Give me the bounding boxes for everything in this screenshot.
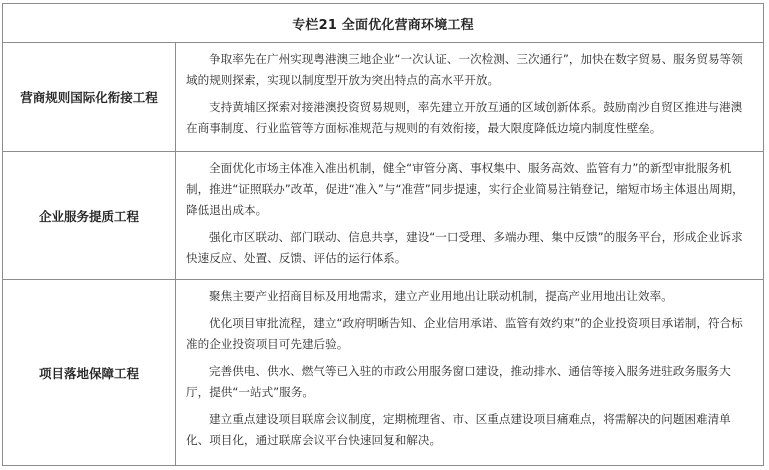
paragraph: 争取率先在广州实现粤港澳三地企业“一次认证、一次检测、三次通行”，加快在数字贸易、服务贸易等领域的规则探索，实现以制度型开放为突出特点的高水平开放。 [186,52,743,87]
table-row [3,43,763,152]
row-label: 企业服务提质工程 [3,152,176,279]
row-content [176,152,763,279]
table-row [3,152,763,280]
row-label: 营商规则国际化衔接工程 [3,43,176,151]
table-row [3,280,763,466]
paragraph: 强化市区联动、部门联动、信息共享，建设“一口受理、多端办理、集中反馈”的服务平台，形成企业诉求快速反应、处置、反馈、评估的运行体系。 [186,230,743,265]
paragraph: 优化项目审批流程，建立“政府明晰告知、企业信用承诺、监管有效约束”的企业投资项目承诺制，符合标准的企业投资项目可先建后验。 [186,316,743,351]
table-title: 专栏21 全面优化营商环境工程 [3,4,763,43]
row-content [176,280,763,466]
project-table [2,3,764,466]
paragraph: 聚焦主要产业招商目标及用地需求，建立产业用地出让联动机制，提高产业用地出让效率。 [209,289,673,303]
paragraph: 支持黄埔区探索对接港澳投资贸易规则，率先建立开放互通的区域创新体系。鼓励南沙自贸区推进与港澳在商事制度、行业监管等方面标准规范与规则的有效衔接，最大限度降低边境内制度性壁垒。 [186,100,743,135]
paragraph: 全面优化市场主体准入准出机制，健全“审管分离、事权集中、服务高效、监管有力”的新型审批服务机制，推进“证照联办”改革，促进“准入”与“准营”同步提速，实行企业简易注销登记，缩短市场主体退出周期，降低退出成本。 [186,161,744,217]
paragraph: 建立重点建设项目联席会议制度，定期梳理省、市、区重点建设项目痛难点，将需解决的问题困难清单化、项目化，通过联席会议平台快速回复和解决。 [186,412,731,447]
paragraph: 完善供电、供水、燃气等已入驻的市政公用服务窗口建设，推动排水、通信等接入服务进驻政务服务大厅，提供“一站式”服务。 [186,364,731,399]
row-content [176,43,763,151]
row-label: 项目落地保障工程 [3,280,176,466]
